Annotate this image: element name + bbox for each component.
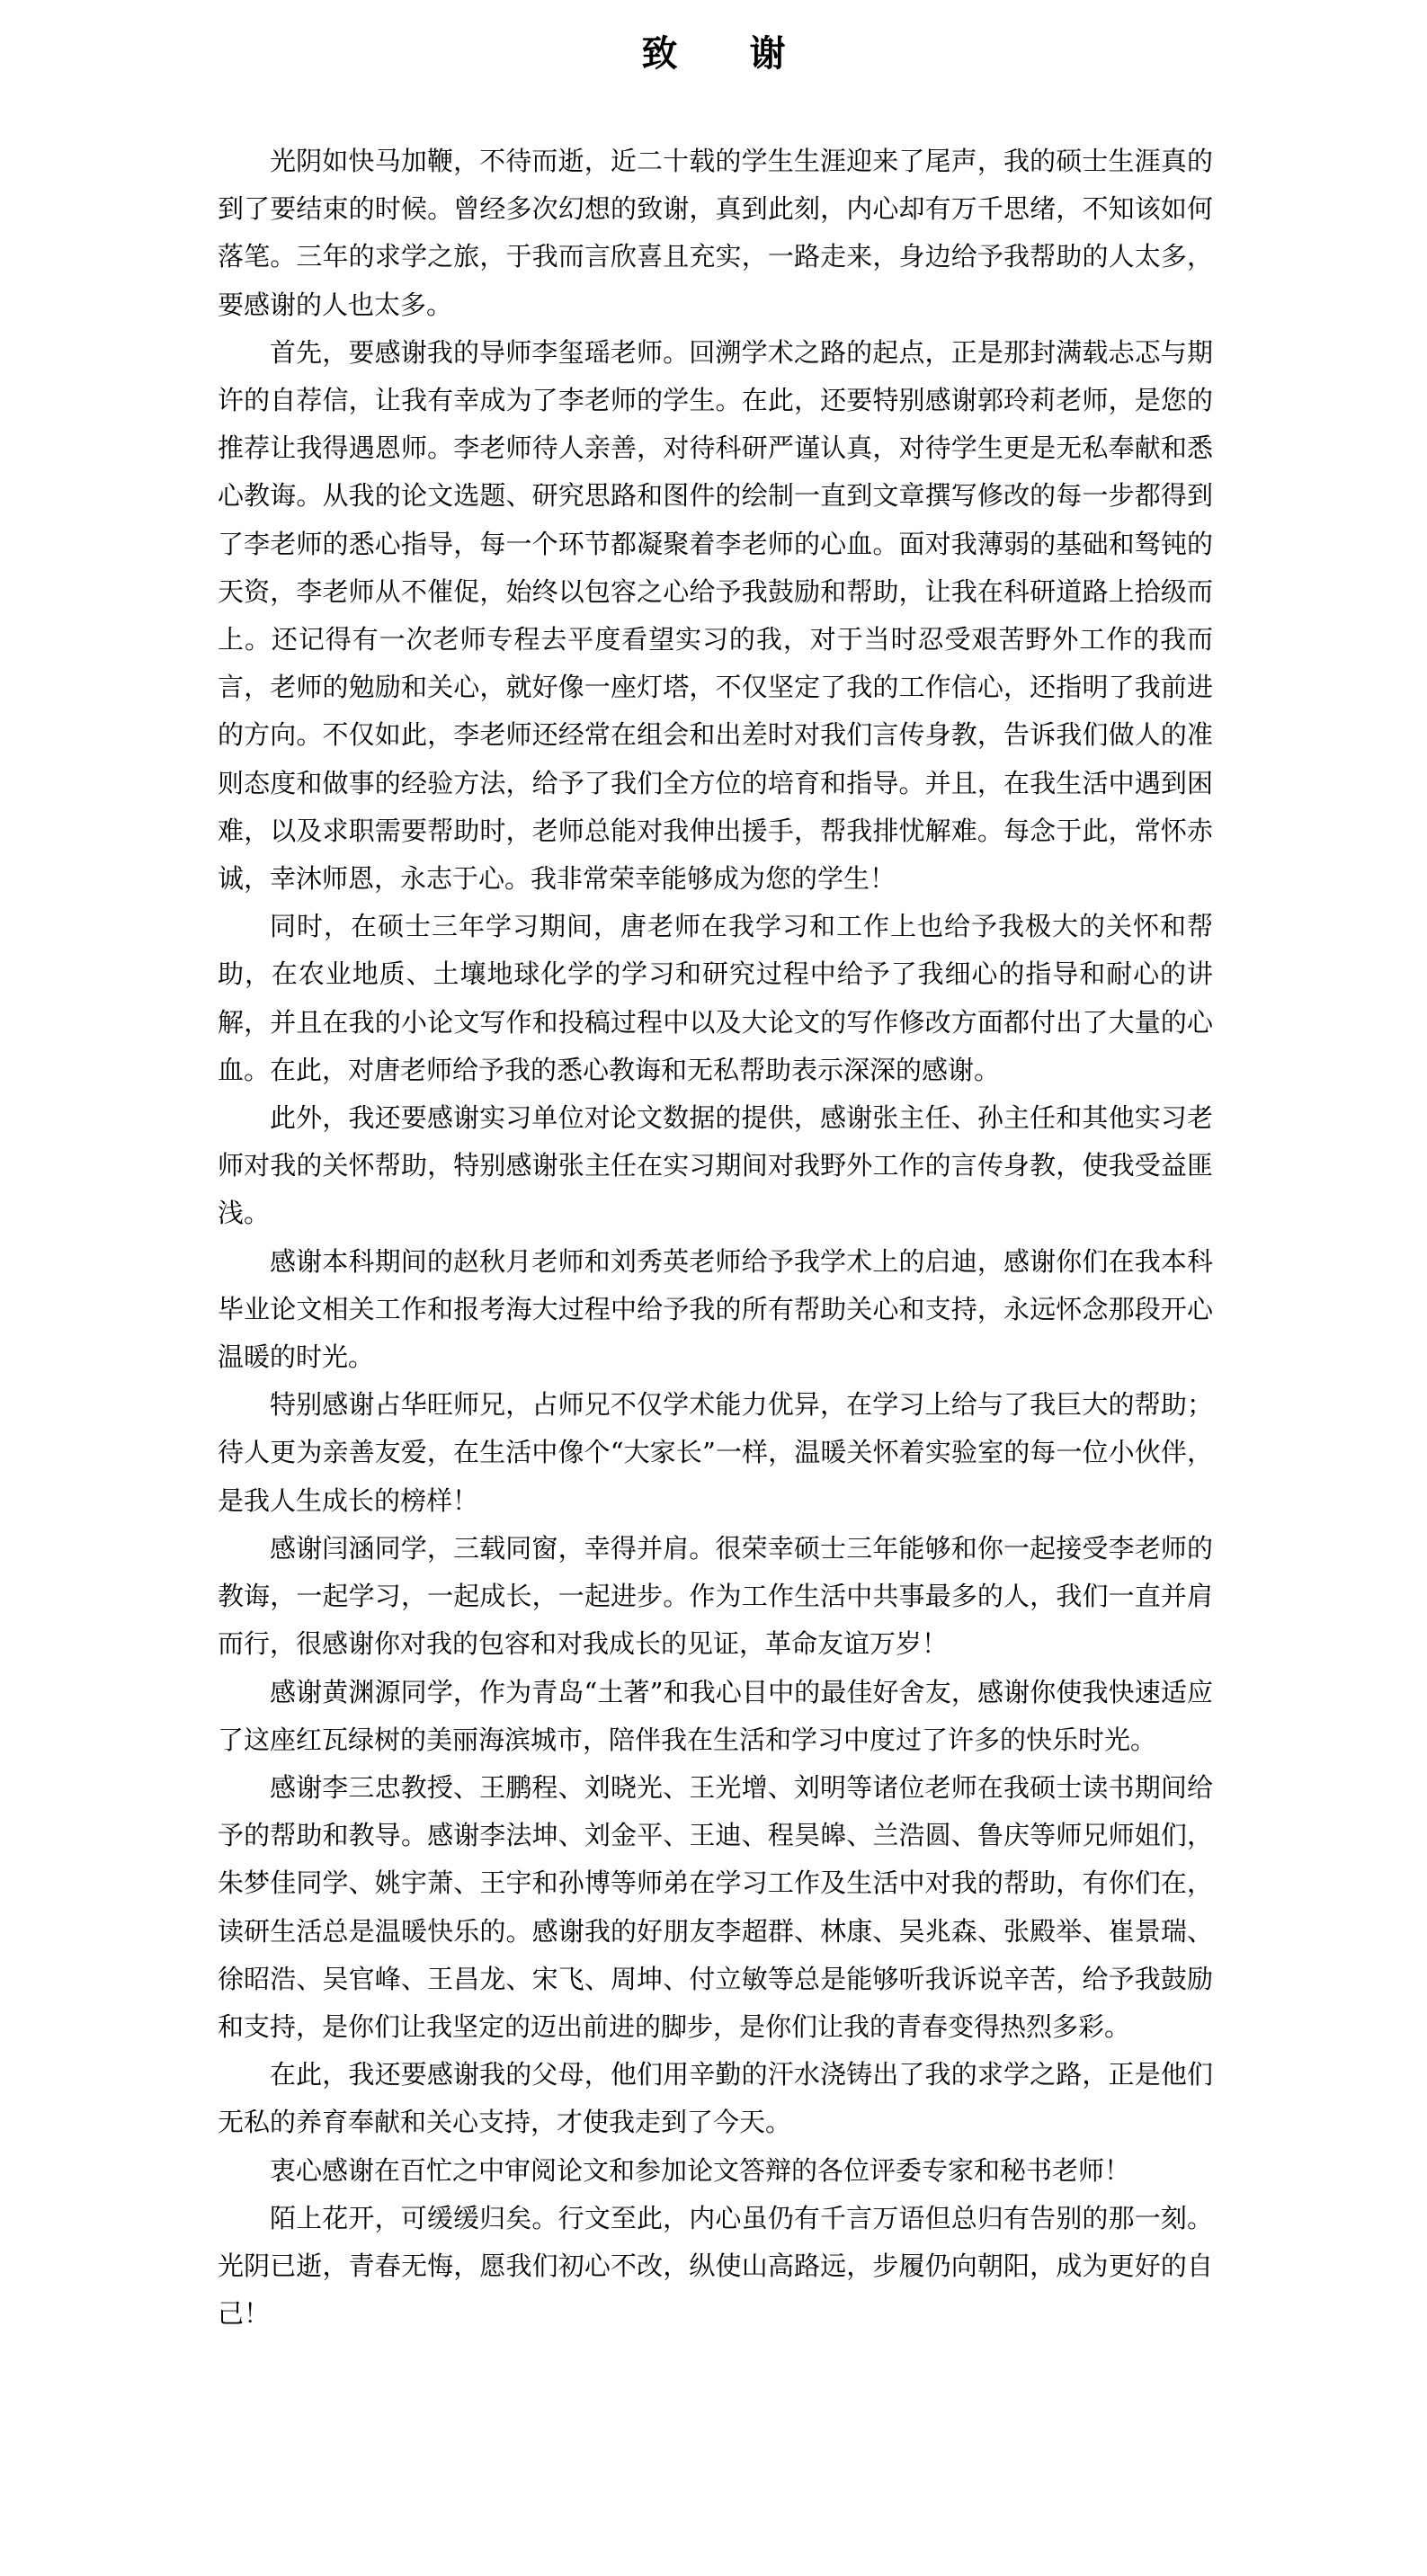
- paragraph-11: 衷心感谢在百忙之中审阅论文和参加论文答辩的各位评委专家和秘书老师！: [270, 2154, 1131, 2186]
- paragraph-12: 陌上花开，可缓缓归矣。行文至此，内心虽仍有千言万语但总归有告别的那一刻。光阴已逝，青春无悔，愿我们初心不改，纵使山高路远，步履仍向朝阳，成为更好的自己！: [218, 2202, 1213, 2330]
- paragraph-4: 此外，我还要感谢实习单位对论文数据的提供，感谢张主任、孙主任和其他实习老师对我的关怀帮助，特别感谢张主任在实习期间对我野外工作的言传身教，使我受益匪浅。: [218, 1102, 1213, 1229]
- paragraph-6: 特别感谢占华旺师兄，占师兄不仅学术能力优异，在学习上给与了我巨大的帮助；待人更为亲善友爱，在生活中像个“大家长”一样，温暖关怀着实验室的每一位小伙伴，是我人生成长的榜样！: [218, 1389, 1213, 1516]
- paragraph-7: 感谢闫涵同学，三载同窗，幸得并肩。很荣幸硕士三年能够和你一起接受李老师的教诲，一起学习，一起成长，一起进步。作为工作生活中共事最多的人，我们一直并肩而行，很感谢你对我的包容和对我成长的见证，革命友谊万岁！: [218, 1532, 1213, 1660]
- paragraph-2: 首先，要感谢我的导师李玺瑶老师。回溯学术之路的起点，正是那封满载忐忑与期许的自荐信，让我有幸成为了李老师的学生。在此，还要特别感谢郭玲莉老师，是您的推荐让我得遇恩师。李老师待人亲善，对待科研严谨认真，对待学生更是无私奉献和悉心教诲。从我的论文选题、研究思路和图件的绘制一直到文章撰写修改的每一步都得到了李老师的悉心指导，每一个环节都凝聚着李老师的心血。面对我薄弱的基础和驽钝的天资，李老师从不催促，始终以包容之心给予我鼓励和帮助，让我在科研道路上拾级而上。还记得有一次老师专程去平度看望实习的我，对于当时忍受艰苦野外工作的我而言，老师的勉励和关心，就好像一座灯塔，不仅坚定了我的工作信心，还指明了我前进的方向。不仅如此，李老师还经常在组会和出差时对我们言传身教，告诉我们做人的准则态度和做事的经验方法，给予了我们全方位的培育和指导。并且，在我生活中遇到困难，以及求职需要帮助时，老师总能对我伸出援手，帮我排忧解难。每念于此，常怀赤诚，幸沐师恩，永志于心。我非常荣幸能够成为您的学生！: [218, 336, 1213, 895]
- paragraph-8: 感谢黄渊源同学，作为青岛“土著”和我心目中的最佳好舍友，感谢你使我快速适应了这座红瓦绿树的美丽海滨城市，陪伴我在生活和学习中度过了许多的快乐时光。: [218, 1676, 1213, 1755]
- page-title: 致 谢: [641, 32, 786, 75]
- paragraph-9: 感谢李三忠教授、王鹏程、刘晓光、王光增、刘明等诸位老师在我硕士读书期间给予的帮助和教导。感谢李法坤、刘金平、王迪、程昊皞、兰浩圆、鲁庆等师兄师姐们，朱梦佳同学、姚宇萧、王宇和孙博等师弟在学习工作及生活中对我的帮助，有你们在，读研生活总是温暖快乐的。感谢我的好朋友李超群、林康、吴兆森、张殿举、崔景瑞、徐昭浩、吴官峰、王昌龙、宋飞、周坤、付立敏等总是能够听我诉说辛苦，给予我鼓励和支持，是你们让我坚定的迈出前进的脚步，是你们让我的青春变得热烈多彩。: [218, 1771, 1213, 2042]
- paragraph-10: 在此，我还要感谢我的父母，他们用辛勤的汗水浇铸出了我的求学之路，正是他们无私的养育奉献和关心支持，才使我走到了今天。: [218, 2059, 1213, 2138]
- paragraph-3: 同时，在硕士三年学习期间，唐老师在我学习和工作上也给予我极大的关怀和帮助，在农业地质、土壤地球化学的学习和研究过程中给予了我细心的指导和耐心的讲解，并且在我的小论文写作和投稿过程中以及大论文的写作修改方面都付出了大量的心血。在此，对唐老师给予我的悉心教诲和无私帮助表示深深的感谢。: [218, 911, 1213, 1085]
- paragraph-5: 感谢本科期间的赵秋月老师和刘秀英老师给予我学术上的启迪，感谢你们在我本科毕业论文相关工作和报考海大过程中给予我的所有帮助关心和支持，永远怀念那段开心温暖的时光。: [218, 1245, 1213, 1373]
- paragraph-1: 光阴如快马加鞭，不待而逝，近二十载的学生生涯迎来了尾声，我的硕士生涯真的到了要结束的时候。曾经多次幻想的致谢，真到此刻，内心却有万千思绪，不知该如何落笔。三年的求学之旅，于我而言欣喜且充实，一路走来，身边给予我帮助的人太多，要感谢的人也太多。: [218, 146, 1213, 320]
- acknowledgement-body: [218, 138, 1213, 2338]
